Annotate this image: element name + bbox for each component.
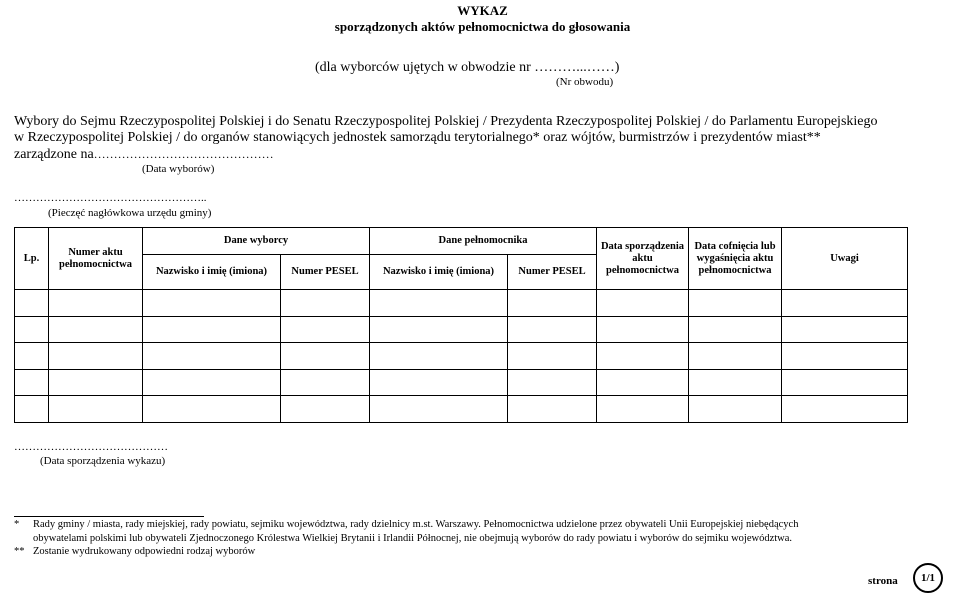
table-row [15,290,908,317]
col-act-number: Numer aktu pełnomocnictwa [49,228,143,290]
election-line-2: w Rzeczypospolitej Polskiej / do organów stanowiących jednostek samorządu terytorialnego* oraz wójtów, burmistrzów i prezydentów miast** [14,130,821,145]
footnote-1-mark: * [14,519,20,530]
table-row [15,369,908,396]
district-number-caption: (Nr obwodu) [556,76,614,88]
col-voter-pesel: Numer PESEL [281,255,370,290]
document-title: WYKAZ [457,3,508,18]
table-row [15,316,908,343]
col-proxy-name: Nazwisko i imię (imiona) [370,255,508,290]
footnote-1-line-1: Rady gminy / miasta, rady miejskiej, rady powiatu, sejmiku województwa, rady dzielnicy m.st. Warszawy. Pełnomocnictwa udzielone przez obywateli Unii Europejskiej niebędących [33,519,799,530]
election-line-3 [14,146,919,163]
document-subtitle: sporządzonych aktów pełnomocnictwa do głosowania [334,19,631,34]
election-date-caption: (Data wyborów) [142,163,215,175]
group-proxy-data: Dane pełnomocnika [370,228,597,255]
col-proxy-pesel: Numer PESEL [508,255,597,290]
list-date-dots: …………………………………… [14,441,168,453]
list-date-caption: (Data sporządzenia wykazu) [40,455,166,467]
stamp-dots: …………………………………………….. [14,192,207,204]
proxy-acts-table [14,227,908,423]
stamp-caption: (Pieczęć nagłówkowa urzędu gminy) [48,207,212,219]
group-voter-data: Dane wyborcy [143,228,370,255]
table-row [15,396,908,423]
col-lp: Lp. [15,228,49,290]
footnote-2-text: Zostanie wydrukowany odpowiedni rodzaj wyborów [33,546,256,557]
col-date-made: Data sporządzenia aktu pełnomocnictwa [597,228,689,290]
page-label: strona [868,575,898,587]
col-voter-name: Nazwisko i imię (imiona) [143,255,281,290]
election-date-dots: ……………………………………… [93,147,274,161]
election-date-prefix: zarządzone na [14,147,94,162]
table-row [15,343,908,370]
footnote-1-line-2: obywatelami polskimi lub obywateli Zjednoczonego Królestwa Wielkiej Brytanii i Irlandii Północnej, nie obejmują wyborów do rady powiatu i wyborów do sejmiku województwa. [33,533,793,544]
footnote-2-mark: ** [14,546,25,557]
district-number-line: (dla wyborców ujętych w obwodzie nr ………...……) [315,60,620,75]
page-number-badge: 1/1 [913,563,943,593]
col-notes: Uwagi [782,228,908,290]
col-date-revoked: Data cofnięcia lub wygaśnięcia aktu pełnomocnictwa [689,228,782,290]
footnote-divider [14,516,204,517]
election-line-1: Wybory do Sejmu Rzeczypospolitej Polskiej i do Senatu Rzeczypospolitej Polskiej / Prezydenta Rzeczypospolitej Polskiej / do Parlamentu Europejskiego [14,114,878,129]
